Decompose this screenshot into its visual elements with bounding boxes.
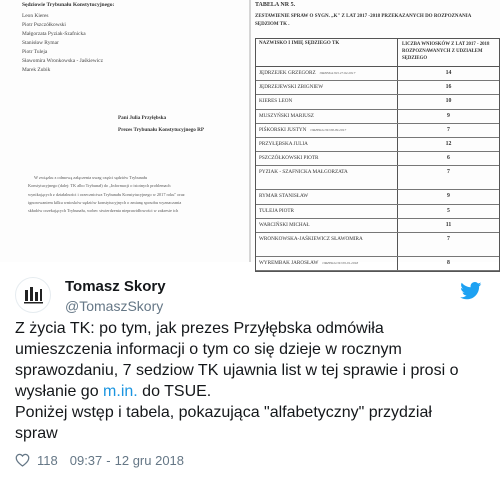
recipient-title: Prezes Trybunału Konstytucyjnego RP xyxy=(118,127,205,133)
case-count-cell: 8 xyxy=(447,259,450,266)
table-row xyxy=(256,257,499,271)
table-row xyxy=(256,219,499,233)
case-count-cell: 5 xyxy=(447,207,450,214)
judge-name-text: MUSZYŃSKI MARIUSZ xyxy=(259,112,314,119)
table-row xyxy=(256,67,499,81)
case-count-cell: 9 xyxy=(447,193,450,200)
judge-name-text: TULEJA PIOTR xyxy=(259,207,295,214)
author-name[interactable]: Tomasz Skory xyxy=(65,278,166,295)
tweet-text-segment: umieszczenia informacji o tym co się dzieje w rocznym xyxy=(15,341,402,358)
recipient-block xyxy=(118,112,246,136)
judge-name: Sławomira Wronkowska - Jaśkiewicz xyxy=(22,57,103,64)
judge-name-text: PRZYŁĘBSKA JULIA xyxy=(259,140,308,147)
judge-name-cell xyxy=(256,166,398,189)
judge-note: ORZEKA OD 08.09.2017 xyxy=(310,127,347,132)
tweet-text-segment: wysłanie go xyxy=(15,383,104,400)
table-row xyxy=(256,110,499,124)
addressee-block xyxy=(22,2,242,75)
judge-name-cell xyxy=(256,67,398,80)
tweet-link[interactable]: m.in. xyxy=(103,383,138,400)
case-count-cell: 12 xyxy=(445,140,452,147)
tweet-time[interactable]: 09:37 xyxy=(69,452,103,468)
judge-name-text: JĘDRZEJEWSKI ZBIGNIEW xyxy=(259,84,324,91)
case-count-cell: 7 xyxy=(447,126,450,133)
case-count-cell: 11 xyxy=(445,221,452,228)
meta-separator: - xyxy=(106,452,111,468)
table-caption: ZESTAWIENIE SPRAW O SYGN. „K" Z LAT 2017 -2018 PRZEKAZANYCH DO ROZPOZNANIA SĘDZIOM TK . xyxy=(255,14,472,27)
judge-name-cell xyxy=(256,205,398,218)
tweet-line xyxy=(15,402,493,423)
case-count-cell: 14 xyxy=(445,70,452,76)
judge-note: ORZEKA OD 27.02.2017 xyxy=(319,71,356,75)
tweet-text-segment: spraw xyxy=(15,425,58,442)
judge-name-text: PSZCZÓŁKOWSKI PIOTR xyxy=(259,155,319,162)
twitter-bird-icon[interactable] xyxy=(460,282,482,300)
judge-name: Małgorzata Pyziak-Szafnicka xyxy=(22,30,86,37)
table-row xyxy=(256,205,499,219)
judge-name-text: RYMAR STANISŁAW xyxy=(259,193,309,200)
judge-name-cell xyxy=(256,124,398,137)
judge-name-text: PIŚKORSKI JUSTYN xyxy=(259,126,307,133)
table-row xyxy=(256,81,499,95)
table-row xyxy=(256,138,499,152)
table-row xyxy=(256,233,499,257)
recipient-name: Pani Julia Przyłębska xyxy=(118,115,167,121)
author-handle[interactable]: @TomaszSkory xyxy=(65,298,164,314)
table-row xyxy=(256,166,499,190)
tweet-text-segment: sprawozdaniu, 7 sedziow TK ujawnia list w tej sprawie i prosi o xyxy=(15,362,459,379)
letter-line: W związku z odmową załączenia uwag części sędziów Trybunału xyxy=(34,175,148,180)
letter-body xyxy=(28,174,244,215)
tweet-date[interactable]: 12 gru 2018 xyxy=(114,452,185,468)
table-row xyxy=(256,95,499,109)
judge-note: ORZEKA OD 09.01.2018 xyxy=(322,260,359,265)
judge-name: Piotr Tuleja xyxy=(22,48,48,55)
tweet-text-segment: Poniżej wstęp i tabela, pokazująca "alfabetyczny" przydział xyxy=(15,404,432,421)
table-header-row xyxy=(256,39,499,67)
judge-name-text: WARCIŃSKI MICHAŁ xyxy=(259,221,310,228)
tweet-text-segment: Z życia TK: po tym, jak prezes Przyłębska odmówiła xyxy=(15,320,384,337)
letter-line: ignorowaniem kilku wniosków sędziów konstytucyjnych o zmianę sposobu wyznaczania xyxy=(28,199,182,205)
heart-icon[interactable] xyxy=(15,453,30,467)
case-count-cell: 9 xyxy=(447,112,450,119)
judge-name-cell xyxy=(256,152,398,165)
tweet-line xyxy=(15,423,493,444)
letter-line: wynikających z działalności i orzecznictwa Trybunału Konstytucyjnego w 2017 roku" oraz xyxy=(28,191,185,197)
table-row xyxy=(256,190,499,204)
column-header-count: LICZBA WNIOSKÓW Z LAT 2017 - 2018 ROZPOZNAWANYCH Z UDZIAŁEM SĘDZIEGO xyxy=(402,42,490,62)
judge-name: Leon Kieres xyxy=(22,12,49,19)
judge-name: Marek Zubik xyxy=(22,67,51,74)
author-avatar[interactable] xyxy=(15,277,51,313)
case-count-cell: 7 xyxy=(447,235,450,242)
judge-name-cell xyxy=(256,138,398,151)
tweet-text xyxy=(15,318,493,444)
tweet-text-segment: do TSUE. xyxy=(137,383,212,400)
case-count-cell: 6 xyxy=(447,155,450,162)
judge-name: Piotr Pszczółkowski xyxy=(22,21,66,28)
judge-name-cell xyxy=(256,110,398,123)
table-title: TABELA NR 5. xyxy=(255,2,296,8)
avatar-logo-icon xyxy=(16,278,50,312)
judge-name-text: WRONKOWSKA-JAŚKIEWICZ SŁAWOMIRA xyxy=(259,235,363,242)
judge-name-text: WYREMBAK JAROSŁAW xyxy=(259,259,319,266)
case-count-cell: 16 xyxy=(445,84,452,91)
letter-line: Konstytucyjnego (dalej: TK albo Trybunał) do „Informacji o istotnych problemach xyxy=(28,183,171,189)
letter-line: składów orzekających Trybunału, wobec stwierdzenia nieprawidłowości w zakresie ich xyxy=(28,208,179,214)
tweet-line xyxy=(15,318,493,339)
judge-name-text: JĘDRZEJEK GRZEGORZ xyxy=(259,70,316,76)
case-count-cell: 7 xyxy=(447,169,450,176)
column-header-name: NAZWISKO I IMIĘ SĘDZIEGO TK xyxy=(256,39,398,66)
case-count-cell: 10 xyxy=(445,98,452,105)
judge-name: Stanisław Rymar xyxy=(22,39,59,46)
like-count[interactable]: 118 xyxy=(37,452,58,468)
judge-name-cell xyxy=(256,257,398,270)
letter-page xyxy=(0,0,249,262)
addressee-heading: Sędziowie Trybunału Konstytucyjnego: xyxy=(22,2,115,8)
tweet-meta xyxy=(15,452,184,468)
judge-name-cell xyxy=(256,233,398,256)
table-row xyxy=(256,152,499,166)
judge-name-cell xyxy=(256,81,398,94)
tweet-line xyxy=(15,339,493,360)
table-page xyxy=(251,0,500,266)
judges-case-table xyxy=(255,38,500,272)
judge-name-text: KIERES LEON xyxy=(259,98,293,105)
tweet-line xyxy=(15,360,493,381)
judge-name-cell xyxy=(256,95,398,108)
tweet-line xyxy=(15,381,493,402)
judge-name-text: PYZIAK - SZAFNICKA MAŁGORZATA xyxy=(259,169,348,176)
table-row xyxy=(256,124,499,138)
judge-name-cell xyxy=(256,190,398,203)
judge-name-cell xyxy=(256,219,398,232)
